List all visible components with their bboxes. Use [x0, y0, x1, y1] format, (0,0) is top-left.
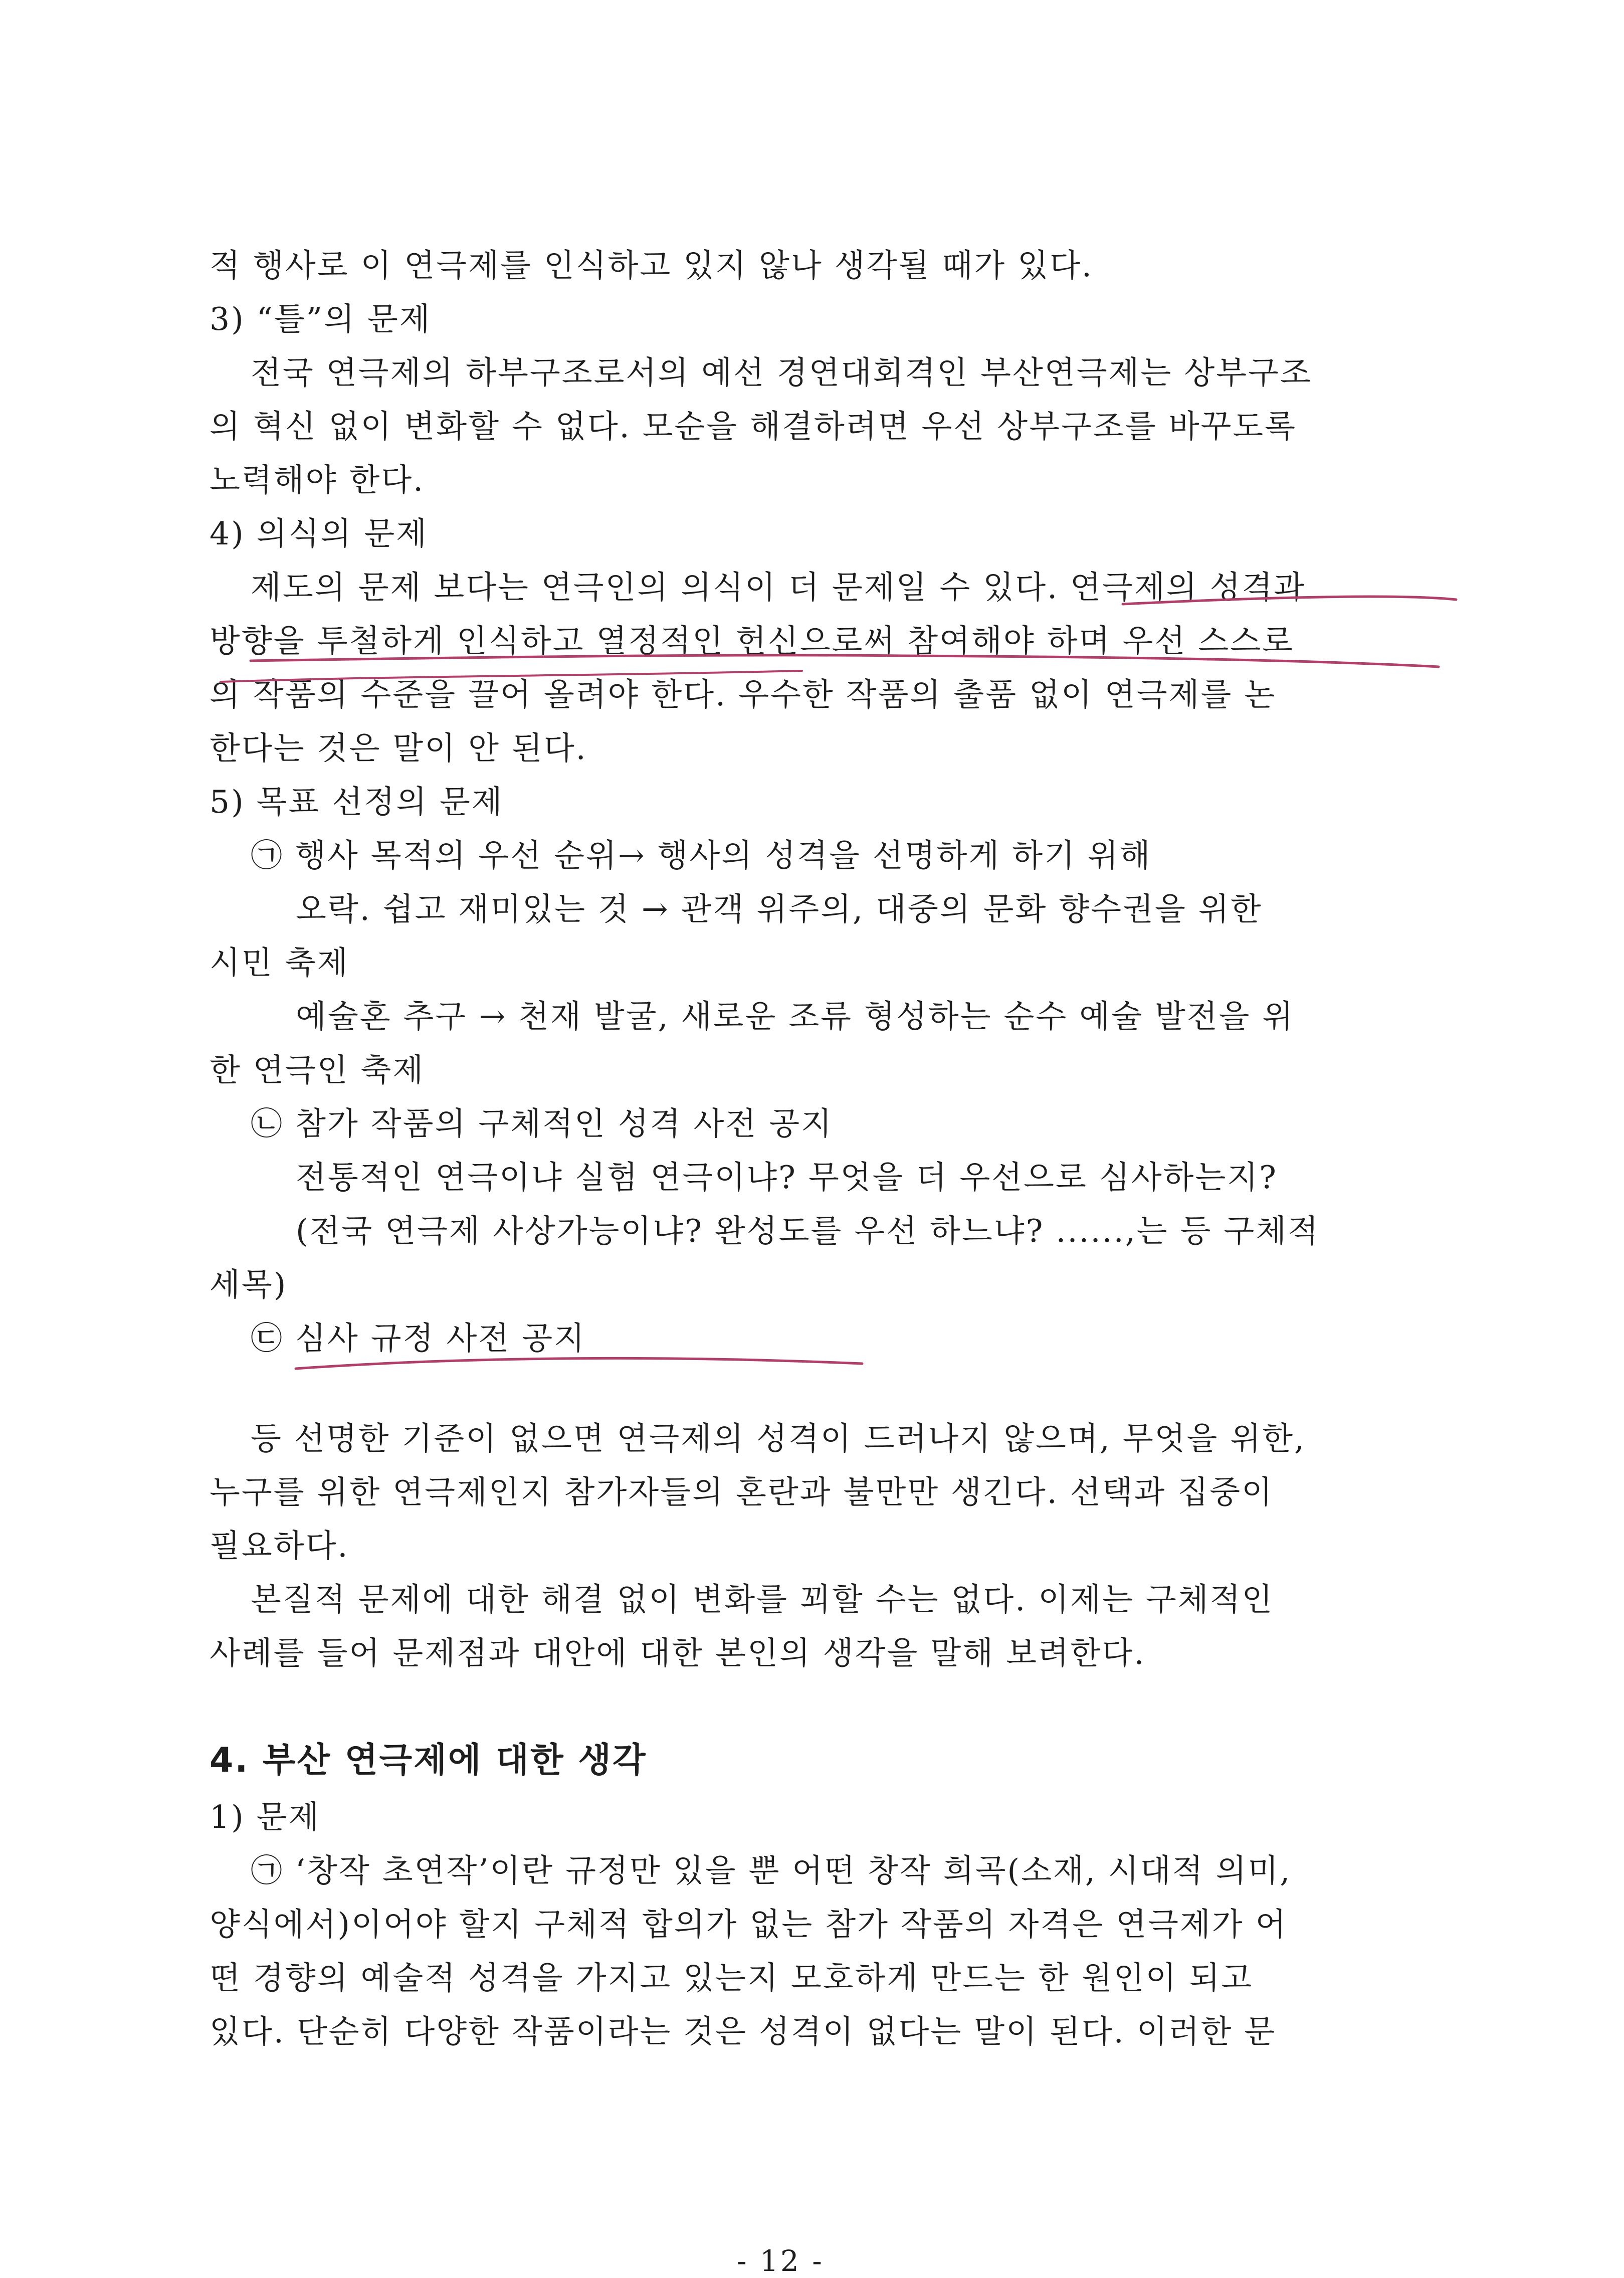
- text-line: 필요하다.: [210, 1528, 349, 1564]
- text-line: (전국 연극제 사상가능이냐? 완성도를 우선 하느냐? ......,는 등 구체적: [296, 1213, 1320, 1249]
- text-line: 있다. 단순히 다양한 작품이라는 것은 성격이 없다는 말이 된다. 이러한 문: [210, 2013, 1277, 2050]
- underline-mark: [221, 671, 802, 682]
- text-line: 전국 연극제의 하부구조로서의 예선 경연대회격인 부산연극제는 상부구조: [251, 354, 1312, 391]
- text-line: 등 선명한 기준이 없으면 연극제의 성격이 드러나지 않으며, 무엇을 위한,: [251, 1420, 1306, 1457]
- underline-mark: [251, 655, 1439, 667]
- text-line: 적 행사로 이 연극제를 인식하고 있지 않나 생각될 때가 있다.: [210, 247, 1093, 284]
- page-number: - 12 -: [737, 2244, 824, 2278]
- subsection-title: 4) 의식의 문제: [210, 515, 429, 552]
- list-item: ㉢ 심사 규정 사전 공지: [251, 1320, 586, 1357]
- text-line: 의 혁신 없이 변화할 수 없다. 모순을 해결하려면 우선 상부구조를 바꾸도록: [210, 408, 1297, 445]
- subsection-title: 1) 문제: [210, 1799, 321, 1835]
- underline-mark: [296, 1358, 862, 1369]
- text-line: 한 연극인 축제: [210, 1052, 425, 1088]
- list-item: ㉡ 참가 작품의 구체적인 성격 사전 공지: [251, 1105, 834, 1142]
- text-line: 노력해야 한다.: [210, 462, 425, 498]
- text-line: 방향을 투철하게 인식하고 열정적인 헌신으로써 참여해야 하며 우선 스스로: [210, 623, 1294, 659]
- text-line: 시민 축제: [210, 944, 349, 981]
- list-item: ㉠ 행사 목적의 우선 순위→ 행사의 성격을 선명하게 하기 위해: [251, 837, 1152, 874]
- subsection-title: 3) “틀”의 문제: [210, 301, 432, 337]
- text-line: 예술혼 추구 → 천재 발굴, 새로운 조류 형성하는 순수 예술 발전을 위: [296, 998, 1295, 1035]
- subsection-title: 5) 목표 선정의 문제: [210, 784, 504, 820]
- underline-mark: [1123, 597, 1456, 604]
- text-line: 양식에서)이어야 할지 구체적 합의가 없는 참가 작품의 자격은 연극제가 어: [210, 1906, 1288, 1943]
- list-item: ㉠ ‘창작 초연작’이란 규정만 있을 뿐 어떤 창작 희곡(소재, 시대적 의미,: [251, 1852, 1292, 1889]
- text-line: 전통적인 연극이냐 실험 연극이냐? 무엇을 더 우선으로 심사하는지?: [296, 1159, 1278, 1196]
- section-heading: 4. 부산 연극제에 대한 생각: [210, 1741, 647, 1780]
- text-line: 제도의 문제 보다는 연극인의 의식이 더 문제일 수 있다. 연극제의 성격과: [251, 569, 1306, 606]
- text-line: 본질적 문제에 대한 해결 없이 변화를 꾀할 수는 없다. 이제는 구체적인: [251, 1581, 1274, 1618]
- text-line: 세목): [210, 1266, 288, 1303]
- text-line: 사례를 들어 문제점과 대안에 대한 본인의 생각을 말해 보려한다.: [210, 1635, 1146, 1671]
- text-line: 의 작품의 수준을 끌어 올려야 한다. 우수한 작품의 출품 없이 연극제를 논: [210, 676, 1277, 713]
- text-line: 오락. 쉽고 재미있는 것 → 관객 위주의, 대중의 문화 향수권을 위한: [296, 891, 1263, 927]
- text-line: 누구를 위한 연극제인지 참가자들의 혼란과 불만만 생긴다. 선택과 집중이: [210, 1474, 1274, 1510]
- text-line: 떤 경향의 예술적 성격을 가지고 있는지 모호하게 만드는 한 원인이 되고: [210, 1960, 1254, 1996]
- text-line: 한다는 것은 말이 안 된다.: [210, 730, 587, 767]
